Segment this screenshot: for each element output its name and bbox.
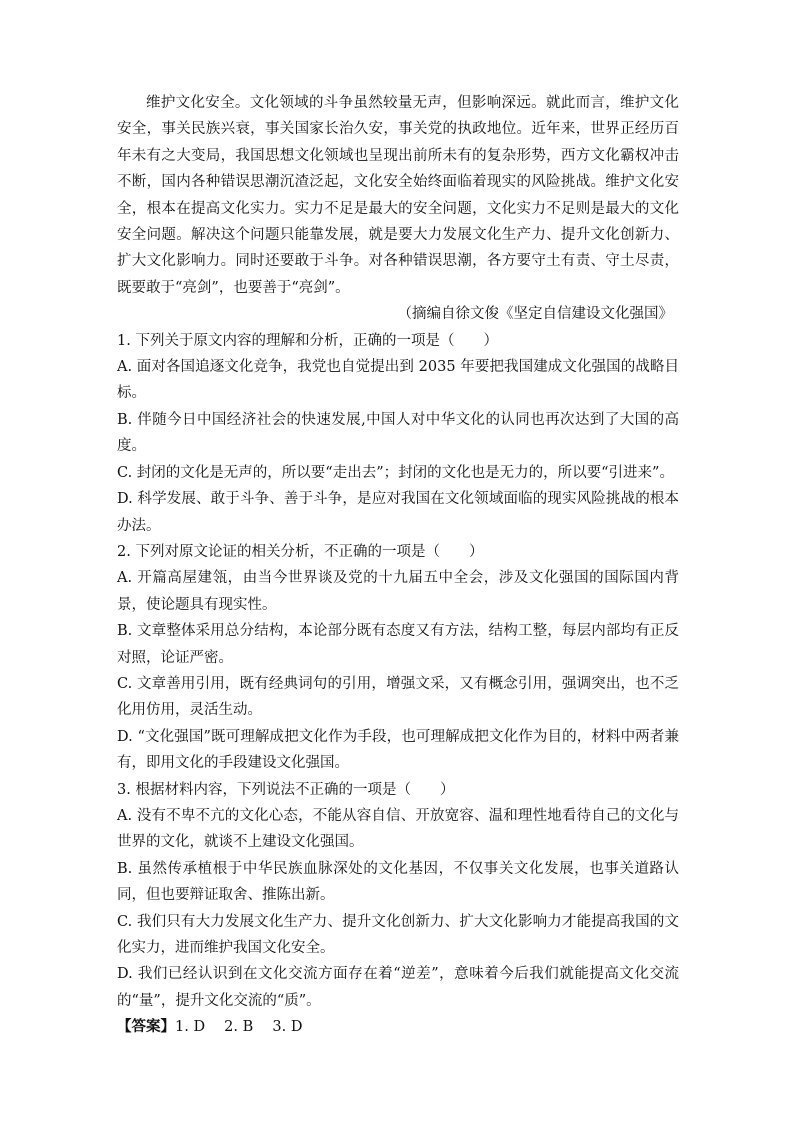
question-3-option-a: A. 没有不卑不亢的文化心态，不能从容自信、开放宽容、温和理性地看待自己的文化与世界的文化，就谈不上建设文化强国。 xyxy=(117,807,679,851)
answer-key xyxy=(117,1014,679,1040)
question-1 xyxy=(117,328,679,539)
question-3 xyxy=(117,777,679,1015)
question-3-title: 3. 根据材料内容，下列说法不正确的一项是（ ） xyxy=(117,781,455,798)
question-2-option-a: A. 开篇高屋建瓴，由当今世界谈及党的十九届五中全会，涉及文化强国的国际国内背景，使论题具有现实性。 xyxy=(117,570,679,613)
passage-source: （摘编自徐文俊《坚定自信建设文化强国》 xyxy=(397,306,673,323)
question-2-option-d: D. “文化强国”既可理解成把文化作为手段，也可理解成把文化作为目的，材料中两者兼有，即用文化的手段建设文化强国。 xyxy=(117,728,679,772)
question-1-option-c: C. 封闭的文化是无声的，所以要“走出去”；封闭的文化也是无力的，所以要“引进来”。 xyxy=(117,464,674,481)
question-2-option-c: C. 文章善用引用，既有经典词句的引用，增强文采，又有概念引用，强调突出，也不乏化用仿用，灵活生动。 xyxy=(117,675,679,719)
question-3-option-c: C. 我们只有大力发展文化生产力、提升文化创新力、扩大文化影响力才能提高我国的文化实力，进而维护我国文化安全。 xyxy=(117,913,679,956)
question-3-option-d: D. 我们已经认识到在文化交流方面存在着“逆差”，意味着今后我们就能提高文化交流的“量”，提升文化交流的“质”。 xyxy=(117,966,679,1009)
question-1-option-a: A. 面对各国追逐文化竞争，我党也自觉提出到 2035 年要把我国建成文化强国的战略目标。 xyxy=(117,359,679,402)
answer-text: 1. D 2. B 3. D xyxy=(175,1019,303,1036)
question-1-option-d: D. 科学发展、敢于斗争、善于斗争，是应对我国在文化领域面临的现实风险挑战的根本办法。 xyxy=(117,491,679,534)
document-content xyxy=(117,90,679,1041)
answer-label: 【答案】 xyxy=(117,1018,175,1036)
question-2-title: 2. 下列对原文论证的相关分析，不正确的一项是（ ） xyxy=(117,543,484,560)
passage-paragraph: 维护文化安全。文化领域的斗争虽然较量无声，但影响深远。就此而言，维护文化安全，事关民族兴衰，事关国家长治久安，事关党的执政地位。近年来，世界正经历百年未有之大变局，我国思想文化领域也呈现出前所未有的复杂形势，西方文化霸权冲击不断，国内各种错误思潮沉渣泛起，文化安全始终面临着现实的风险挑战。维护文化安全，根本在提高文化实力。实力不足是最大的安全问题，文化实力不足则是最大的文化安全问题。解决这个问题只能靠发展，就是要大力发展文化生产力、提升文化创新力、扩大文化影响力。同时还要敢于斗争。对各种错误思潮，各方要守土有责、守土尽责，既要敢于“亮剑”，也要善于“亮剑”。 xyxy=(117,95,679,296)
question-1-option-b: B. 伴随今日中国经济社会的快速发展,中国人对中华文化的认同也再次达到了大国的高度。 xyxy=(117,411,679,455)
question-2 xyxy=(117,539,679,777)
question-2-option-b: B. 文章整体采用总分结构，本论部分既有态度又有方法，结构工整，每层内部均有正反对照，论证严密。 xyxy=(117,623,679,666)
question-3-option-b: B. 虽然传承植根于中华民族血脉深处的文化基因，不仅事关文化发展，也事关道路认同，但也要辩证取舍、推陈出新。 xyxy=(117,860,679,904)
question-1-title: 1. 下列关于原文内容的理解和分析，正确的一项是（ ） xyxy=(117,332,498,349)
